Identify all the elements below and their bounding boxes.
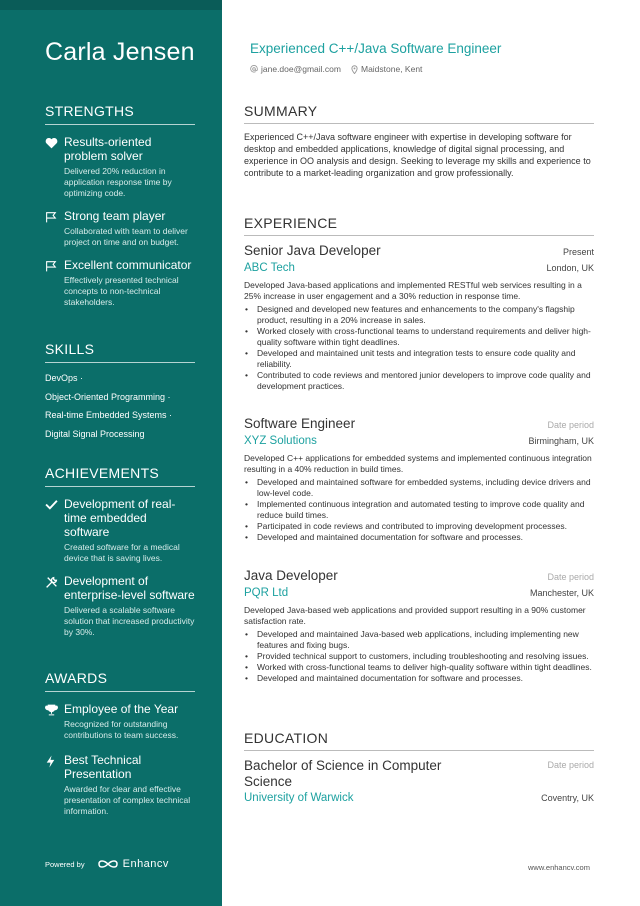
summary-title: SUMMARY xyxy=(244,103,594,124)
achievement-title: Development of real-time embedded software xyxy=(64,497,176,539)
award-item xyxy=(45,753,195,817)
job-location: London, UK xyxy=(546,263,594,273)
job-company: XYZ Solutions xyxy=(244,435,317,447)
education-school: University of Warwick xyxy=(244,792,354,804)
job-bullet: • Participated in code reviews and contributed to improving development processes. xyxy=(244,521,594,532)
job-bullet: • Developed and maintained documentation for software and processes. xyxy=(244,532,594,543)
job-date: Present xyxy=(562,247,594,257)
job-description: Developed C++ applications for embedded systems and implemented continuous integration resulting in a 40% reduction in build times. xyxy=(244,453,592,474)
enhancv-brand: Enhancv xyxy=(122,858,169,870)
job-bullet: • Developed and maintained software for embedded systems, including device drivers and low-level code. xyxy=(244,477,594,499)
strength-item xyxy=(45,209,195,248)
job-bullet: • Designed and developed new features and enhancements to the company's flagship product, resulting in a 20% increase in sales. xyxy=(244,304,594,326)
job-entry xyxy=(244,568,594,684)
sidebar-top-band xyxy=(0,0,222,10)
strength-item xyxy=(45,258,195,308)
flag-icon xyxy=(45,258,64,308)
at-icon xyxy=(250,65,258,73)
trophy-icon xyxy=(45,702,64,741)
job-bullets xyxy=(244,629,594,684)
enhancv-logo-icon xyxy=(97,858,119,870)
award-title: Best Technical Presentation xyxy=(64,753,142,781)
strength-title: Excellent communicator xyxy=(64,258,192,272)
strength-desc: Effectively presented technical concepts to non-technical stakeholders. xyxy=(64,275,179,307)
heart-icon xyxy=(45,135,64,199)
strength-title: Strong team player xyxy=(64,209,166,223)
job-location: Birmingham, UK xyxy=(528,436,594,446)
job-title: Senior Java Developer xyxy=(244,243,381,258)
award-title: Employee of the Year xyxy=(64,702,179,716)
job-description: Developed Java-based web applications and provided support resulting in a 90% customer satisfaction rate. xyxy=(244,605,586,626)
job-bullets xyxy=(244,477,594,543)
job-date: Date period xyxy=(547,572,594,582)
job-title: Software Engineer xyxy=(244,416,356,431)
skill-item: Real-time Embedded Systems · xyxy=(45,410,173,420)
job-bullet: • Worked closely with cross-functional teams to understand requirements and deliver high-quality software within tight deadlines. xyxy=(244,326,594,348)
achievement-item xyxy=(45,574,195,638)
strength-item xyxy=(45,135,195,199)
skill-item: DevOps · xyxy=(45,373,84,383)
flag-icon xyxy=(45,209,64,248)
job-description: Developed Java-based applications and implemented RESTful web services resulting in a 25% increase in user engagement and a 30% reduction in response time. xyxy=(244,280,582,301)
job-bullet: • Implemented continuous integration and automated testing to improve code quality and reduce build times. xyxy=(244,499,594,521)
candidate-name: Carla Jensen xyxy=(45,38,195,66)
job-entry xyxy=(244,243,594,392)
award-desc: Awarded for clear and effective presentation of complex technical information. xyxy=(64,784,191,816)
achievements-section xyxy=(45,465,195,648)
achievement-desc: Delivered a scalable software solution that increased productivity by 30%. xyxy=(64,605,195,637)
awards-section xyxy=(45,670,195,827)
location-pin-icon xyxy=(351,65,358,74)
strengths-section xyxy=(45,103,195,318)
skill-item: Digital Signal Processing xyxy=(45,428,145,439)
contact-email-text: jane.doe@gmail.com xyxy=(261,64,341,74)
headline: Experienced C++/Java Software Engineer xyxy=(250,41,502,56)
job-title: Java Developer xyxy=(244,568,338,583)
job-bullet: • Contributed to code reviews and mentored junior developers to improve code quality and development practices. xyxy=(244,370,594,392)
award-desc: Recognized for outstanding contributions to team success. xyxy=(64,719,179,740)
job-company: PQR Ltd xyxy=(244,587,289,599)
job-bullet: • Developed and maintained Java-based web applications, including implementing new features and fixing bugs. xyxy=(244,629,594,651)
skills-title: SKILLS xyxy=(45,341,195,363)
job-date: Date period xyxy=(547,420,594,430)
contact-location-text: Maidstone, Kent xyxy=(360,64,423,74)
lightning-icon xyxy=(45,753,64,817)
education-location: Coventry, UK xyxy=(541,793,594,803)
tools-icon xyxy=(45,574,64,638)
job-bullets xyxy=(244,304,594,392)
strengths-title: STRENGTHS xyxy=(45,103,195,125)
achievement-desc: Created software for a medical device that is saving lives. xyxy=(64,542,180,563)
achievements-title: ACHIEVEMENTS xyxy=(45,465,195,487)
check-icon xyxy=(45,497,64,564)
job-company: ABC Tech xyxy=(244,262,295,274)
strength-title: Results-oriented problem solver xyxy=(64,135,152,163)
job-bullet: • Developed and maintained unit tests and integration tests to ensure code quality and reliability. xyxy=(244,348,594,370)
powered-by-label: Powered by xyxy=(45,859,85,869)
experience-title: EXPERIENCE xyxy=(244,215,594,236)
skills-section xyxy=(45,341,195,443)
education-title: EDUCATION xyxy=(244,730,594,751)
job-location: Manchester, UK xyxy=(529,588,594,598)
award-item xyxy=(45,702,195,741)
strength-desc: Collaborated with team to deliver project on time and on budget. xyxy=(64,226,188,247)
contact-email[interactable] xyxy=(250,64,341,74)
job-bullet: • Developed and maintained documentation for software and processes. xyxy=(244,673,594,684)
job-bullet: • Provided technical support to customers, including troubleshooting and resolving issues. xyxy=(244,651,594,662)
education-date: Date period xyxy=(547,760,594,770)
skill-item: Object-Oriented Programming · xyxy=(45,391,171,402)
job-entry xyxy=(244,416,594,543)
achievement-item xyxy=(45,497,195,564)
summary-text: Experienced C++/Java software engineer with expertise in developing software for desktop and embedded applications, knowledge of digital signal processing, and experience in OO analysis and design. Seeking to leverage my skills and experience to contribute to a market-leading organization and grow professionally. xyxy=(244,132,591,178)
contact-bar xyxy=(250,64,432,74)
powered-by xyxy=(45,858,169,870)
awards-title: AWARDS xyxy=(45,670,195,692)
strength-desc: Delivered 20% reduction in application response time by optimizing code. xyxy=(64,166,172,198)
website-link[interactable]: www.enhancv.com xyxy=(528,863,590,872)
achievement-title: Development of enterprise-level software xyxy=(64,574,195,602)
job-bullet: • Worked with cross-functional teams to deliver high-quality software within tight deadlines. xyxy=(244,662,594,673)
education-entry xyxy=(244,758,594,804)
enhancv-logo[interactable] xyxy=(97,858,169,870)
contact-location xyxy=(351,64,422,74)
sidebar xyxy=(0,0,222,906)
education-degree: Bachelor of Science in Computer Science xyxy=(244,758,442,789)
